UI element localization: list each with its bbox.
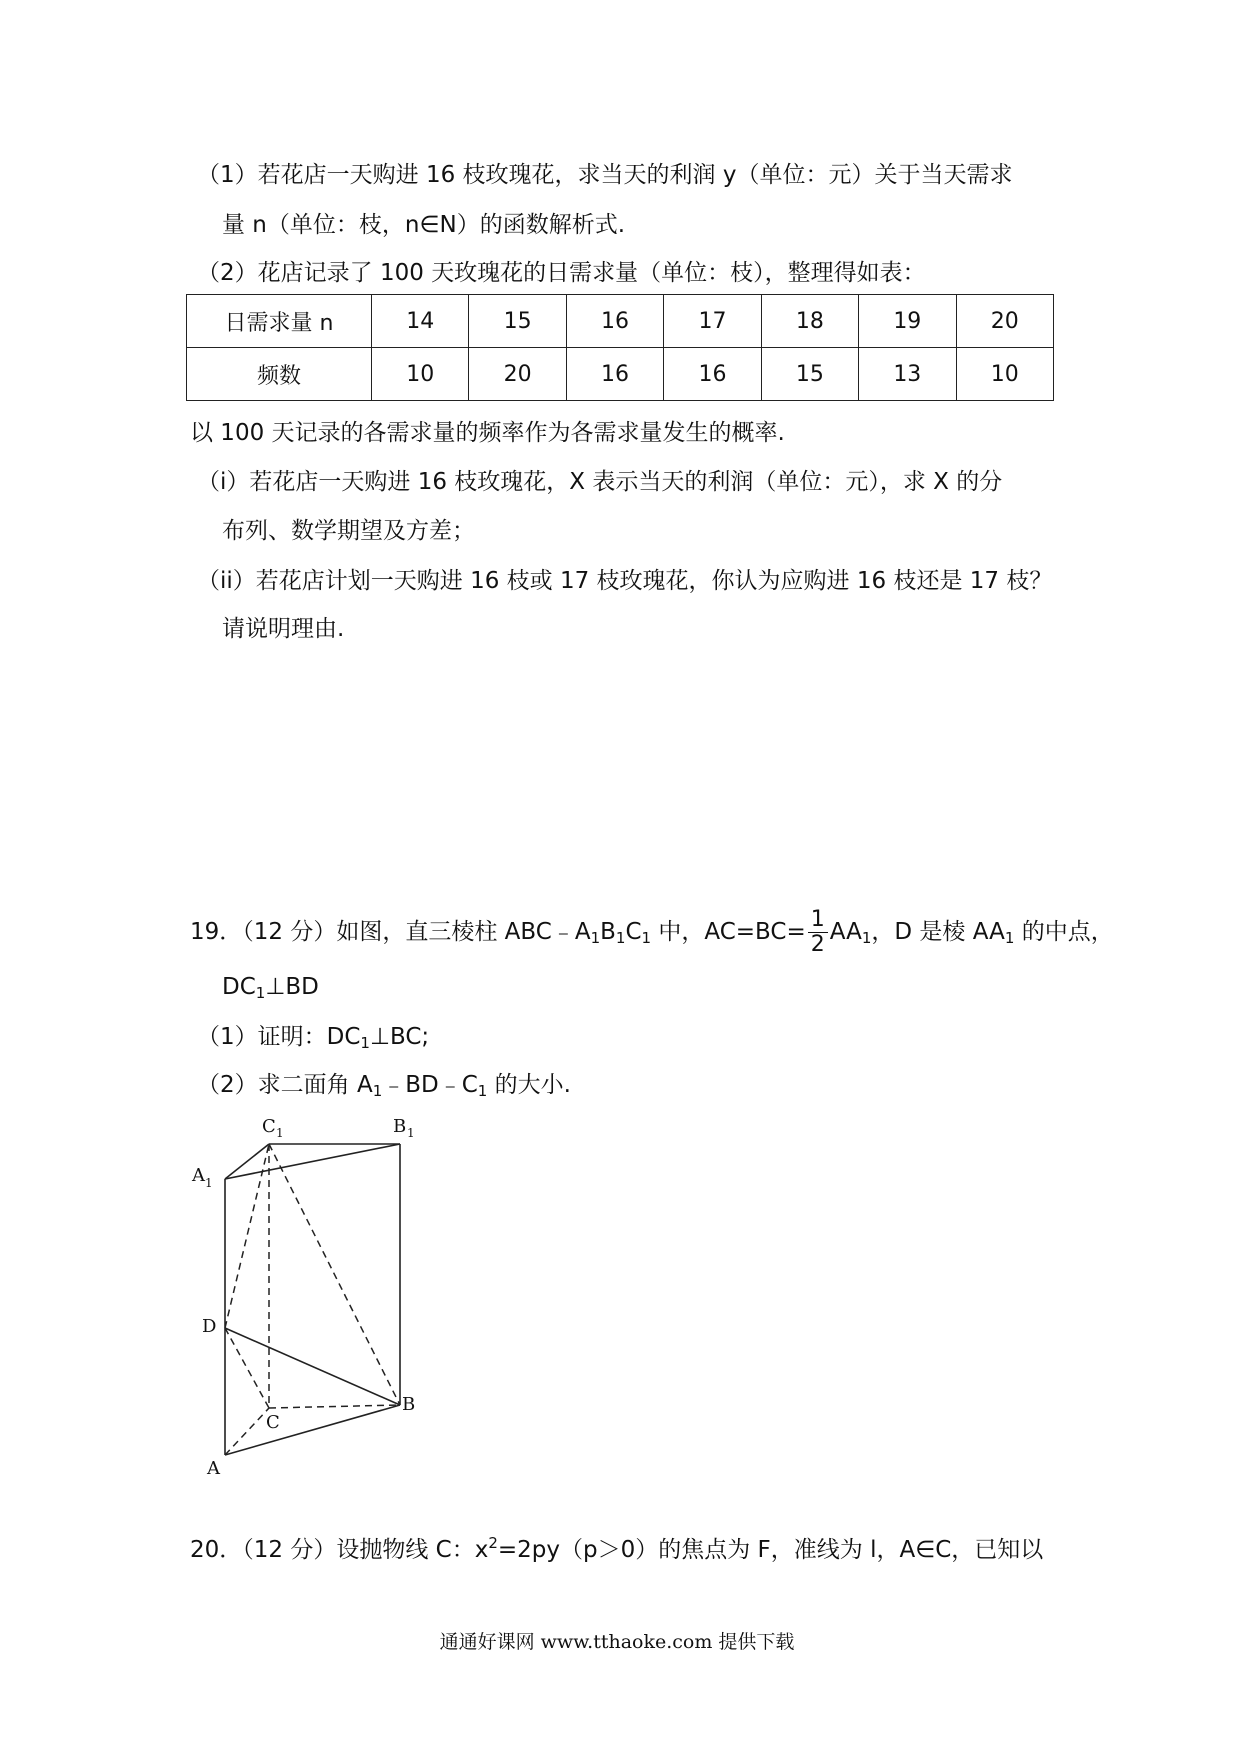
q18-sub-i-line2: 布列、数学期望及方差； — [222, 518, 475, 544]
table-row — [187, 348, 1054, 401]
table-cell: 16 — [664, 348, 761, 401]
q18-sub-ii-line2: 请说明理由. — [222, 616, 345, 642]
label-d: D — [202, 1316, 217, 1337]
prism-figure — [190, 1110, 430, 1480]
label-c1-sub: 1 — [276, 1126, 284, 1140]
edge-d-b — [225, 1328, 400, 1405]
table-cell: 10 — [372, 348, 469, 401]
table-cell: 17 — [664, 295, 761, 348]
table-cell: 16 — [566, 348, 663, 401]
edge-c1-b-hidden — [269, 1144, 400, 1405]
page-footer: 通通好课网 www.tthaoke.com 提供下载 — [439, 1631, 795, 1653]
edge-d-c-hidden — [225, 1328, 269, 1408]
table-cell: 20 — [469, 348, 566, 401]
label-a: A — [207, 1458, 220, 1479]
q18-part2-intro: （2）花店记录了 100 天玫瑰花的日需求量（单位：枝），整理得如表： — [197, 260, 926, 286]
label-c1: C — [262, 1116, 276, 1137]
demand-frequency-table — [186, 294, 1054, 401]
table-cell: 18 — [761, 295, 858, 348]
q19-condition: $DC_1\perp BD$ — [222, 974, 319, 1002]
q18-part1-line1: （1）若花店一天购进 16 枝玫瑰花，求当天的利润 y（单位：元）关于当天需求 — [197, 162, 1013, 188]
table-row — [187, 295, 1054, 348]
label-b1: B — [393, 1116, 407, 1137]
q19-heading: 19．（12 分）如图，直三棱柱 $ABC﹣A_1B_1C_1$ 中，AC=BC= $\frac{1}{2}$ $AA_1$，D 是棱 $AA_1$ 的中点， — [190, 907, 1114, 957]
q18-sub-i-line1: （i）若花店一天购进 16 枝玫瑰花，X 表示当天的利润（单位：元），求 X 的分 — [197, 469, 1003, 495]
table-cell: 15 — [469, 295, 566, 348]
q18-probability-note: 以 100 天记录的各需求量的频率作为各需求量发生的概率. — [190, 420, 785, 446]
label-b: B — [402, 1394, 416, 1415]
q20-heading: 20．（12 分）设抛物线 C：$x^2=2py(p>0)$的焦点为 F，准线为 l，A∈C，已知以 — [190, 1534, 1044, 1563]
row-header-frequency: 频数 — [187, 348, 372, 401]
edge-d-c1-hidden — [225, 1144, 269, 1328]
label-c: C — [266, 1412, 280, 1433]
q19-part1: （1）证明：$DC_1\perp BC$; — [197, 1024, 430, 1052]
label-b1-sub: 1 — [407, 1126, 415, 1140]
table-cell: 16 — [566, 295, 663, 348]
row-header-demand: 日需求量 n — [187, 295, 372, 348]
edge-c-b-hidden — [269, 1405, 400, 1408]
q19-part2: （2）求二面角 $A_1﹣BD﹣C_1$ 的大小. — [197, 1072, 571, 1100]
table-cell: 10 — [956, 348, 1053, 401]
table-cell: 19 — [859, 295, 956, 348]
q18-part1-line2: 量 n（单位：枝，n∈N）的函数解析式. — [222, 212, 626, 238]
q18-sub-ii-line1: （ii）若花店计划一天购进 16 枝或 17 枝玫瑰花，你认为应购进 16 枝还是 17 枝？ — [197, 568, 1053, 594]
table-cell: 13 — [859, 348, 956, 401]
table-cell: 14 — [372, 295, 469, 348]
table-cell: 20 — [956, 295, 1053, 348]
table-cell: 15 — [761, 348, 858, 401]
label-a1: A — [192, 1165, 205, 1186]
edge-a-b — [225, 1405, 400, 1455]
label-a1-sub: 1 — [205, 1176, 213, 1190]
edge-a1-b1 — [225, 1144, 400, 1179]
fraction-one-half: $\frac{1}{2}$ — [808, 908, 828, 957]
